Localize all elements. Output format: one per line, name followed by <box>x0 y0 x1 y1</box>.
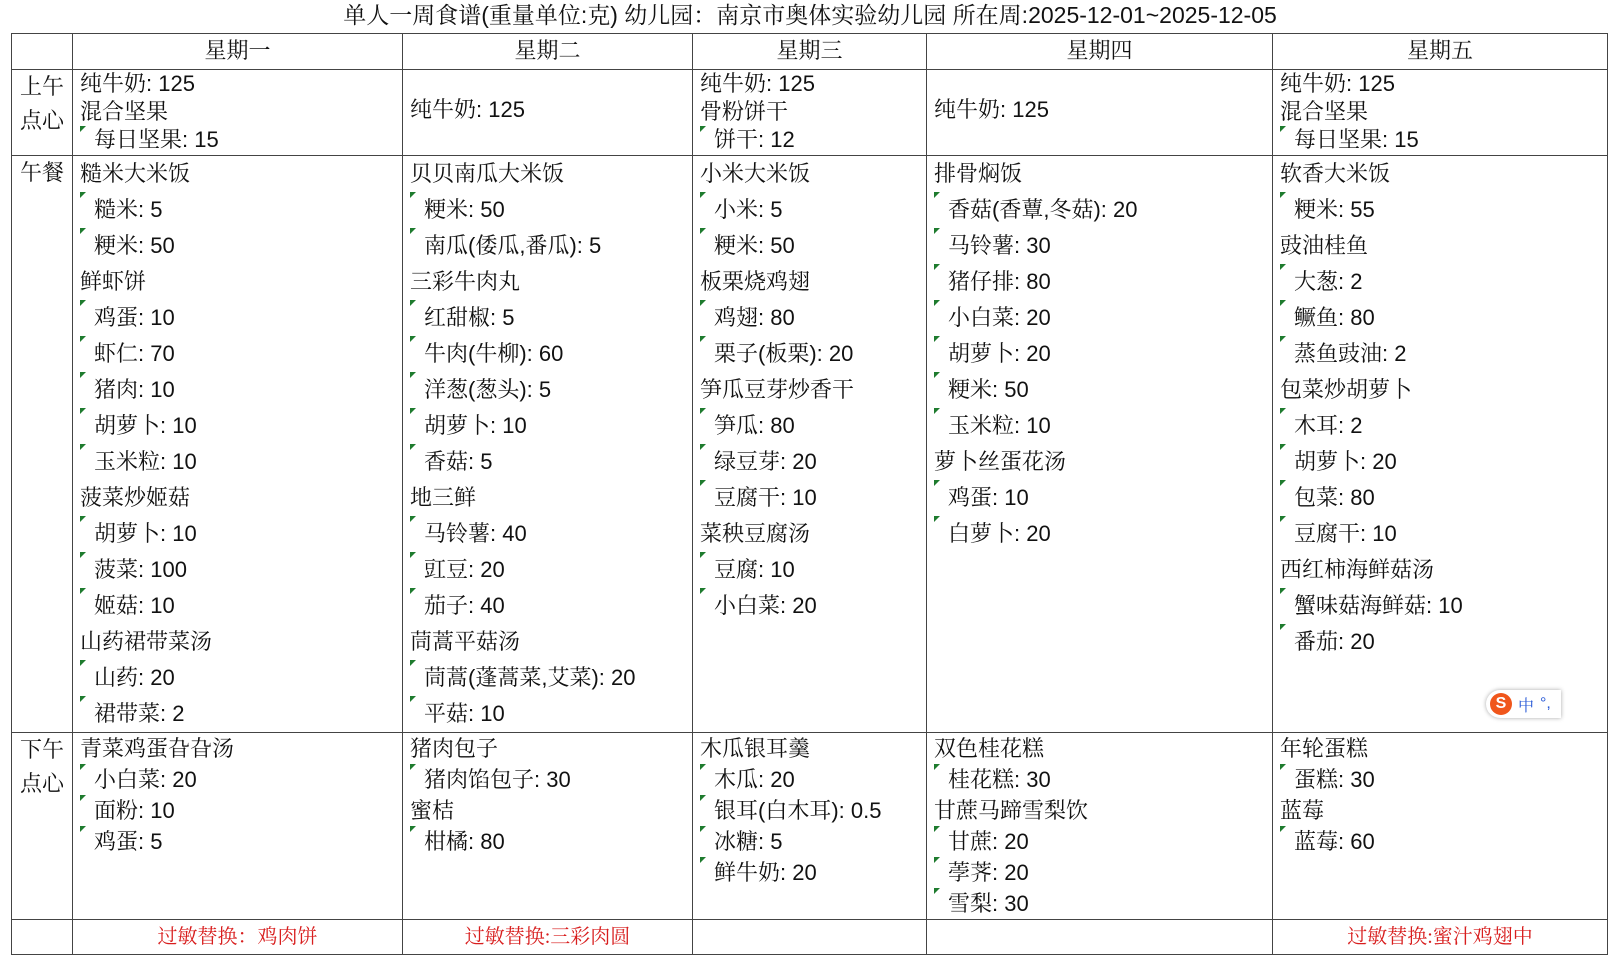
dish-name: 年轮蛋糕 <box>1280 736 1369 761</box>
ingredient-item: 粳米: 50 <box>410 192 692 228</box>
ingredient-item: 豆腐: 10 <box>700 552 926 588</box>
menu-cell <box>403 733 693 920</box>
lunch-row <box>12 156 1608 733</box>
dish-name: 小米大米饭 <box>700 161 811 186</box>
allergy-row <box>12 920 1608 955</box>
ingredient-item: 小白菜: 20 <box>80 764 402 795</box>
ingredient-item: 鸡翅: 80 <box>700 300 926 336</box>
ingredient-item: 茼蒿(蓬蒿菜,艾菜): 20 <box>410 660 692 696</box>
page-title: 单人一周食谱(重量单位:克) 幼儿园：南京市奥体实验幼儿园 所在周:2025-12-01~2025-12-05 <box>343 2 1277 28</box>
ingredient-item: 菠菜: 100 <box>80 552 402 588</box>
sogou-ime-icon[interactable]: S <box>1490 693 1512 715</box>
ingredient-item: 香菇: 5 <box>410 444 692 480</box>
ingredient-item: 雪梨: 30 <box>934 888 1272 919</box>
ingredient-item: 柑橘: 80 <box>410 826 692 857</box>
ingredient-item: 马铃薯: 30 <box>934 228 1272 264</box>
ingredient-item: 豆腐干: 10 <box>1280 516 1607 552</box>
menu-cell <box>1273 156 1608 733</box>
allergy-note: 过敏替换:三彩肉圆 <box>403 920 693 955</box>
dish-name: 山药裙带菜汤 <box>80 629 213 654</box>
menu-cell <box>927 733 1273 920</box>
ingredient-item: 马铃薯: 40 <box>410 516 692 552</box>
dish-name: 混合坚果 <box>80 99 169 124</box>
dish-name: 菠菜炒姬菇 <box>80 485 191 510</box>
ingredient-item: 荸荠: 20 <box>934 857 1272 888</box>
dish-name: 包菜炒胡萝卜 <box>1280 377 1413 402</box>
dish-name: 蓝莓 <box>1280 798 1325 823</box>
ingredient-item: 鳜鱼: 80 <box>1280 300 1607 336</box>
allergy-note: 过敏替换:蜜汁鸡翅中 <box>1273 920 1608 955</box>
dish-name: 猪肉包子 <box>410 736 499 761</box>
ingredient-item: 猪仔排: 80 <box>934 264 1272 300</box>
ingredient-item: 粳米: 50 <box>80 228 402 264</box>
menu-cell <box>73 156 403 733</box>
ingredient-item: 粳米: 55 <box>1280 192 1607 228</box>
ime-punctuation-toggle[interactable]: °, <box>1540 695 1551 712</box>
menu-cell <box>1273 733 1608 920</box>
ingredient-item: 小白菜: 20 <box>700 588 926 624</box>
ingredient-item: 蓝莓: 60 <box>1280 826 1607 857</box>
ingredient-item: 蟹味菇海鲜菇: 10 <box>1280 588 1607 624</box>
menu-cell <box>403 70 693 156</box>
ingredient-item: 蒸鱼豉油: 2 <box>1280 336 1607 372</box>
dish-name: 纯牛奶: 125 <box>700 71 815 96</box>
day-header: 星期三 <box>693 34 927 70</box>
day-header: 星期五 <box>1273 34 1608 70</box>
ingredient-item: 笋瓜: 80 <box>700 408 926 444</box>
ime-status-widget[interactable] <box>1486 690 1561 718</box>
ingredient-item: 每日坚果: 15 <box>1280 126 1607 154</box>
meal-label-lunch: 午餐 <box>12 156 73 733</box>
ingredient-item: 红甜椒: 5 <box>410 300 692 336</box>
menu-cell <box>1273 70 1608 156</box>
day-header: 星期一 <box>73 34 403 70</box>
ingredient-item: 玉米粒: 10 <box>934 408 1272 444</box>
ingredient-item: 绿豆芽: 20 <box>700 444 926 480</box>
ingredient-item: 番茄: 20 <box>1280 624 1607 660</box>
dish-name: 菜秧豆腐汤 <box>700 521 811 546</box>
dish-name: 双色桂花糕 <box>934 736 1045 761</box>
allergy-note: 过敏替换：鸡肉饼 <box>73 920 403 955</box>
allergy-note <box>927 920 1273 955</box>
ingredient-item: 面粉: 10 <box>80 795 402 826</box>
allergy-note <box>693 920 927 955</box>
menu-cell <box>693 70 927 156</box>
ingredient-item: 胡萝卜: 10 <box>80 516 402 552</box>
morning-snack-row <box>12 70 1608 156</box>
day-header: 星期二 <box>403 34 693 70</box>
menu-cell <box>73 733 403 920</box>
ingredient-item: 胡萝卜: 10 <box>410 408 692 444</box>
ingredient-item: 栗子(板栗): 20 <box>700 336 926 372</box>
ingredient-item: 胡萝卜: 10 <box>80 408 402 444</box>
ingredient-item: 南瓜(倭瓜,番瓜): 5 <box>410 228 692 264</box>
dish-name: 鲜虾饼 <box>80 269 147 294</box>
menu-cell <box>73 70 403 156</box>
dish-name: 纯牛奶: 125 <box>80 71 195 96</box>
ingredient-item: 茄子: 40 <box>410 588 692 624</box>
allergy-label-cell <box>12 920 73 955</box>
dish-name: 茼蒿平菇汤 <box>410 629 521 654</box>
dish-name: 甘蔗马蹄雪梨饮 <box>934 798 1089 823</box>
ingredient-item: 鲜牛奶: 20 <box>700 857 926 888</box>
ingredient-item: 蛋糕: 30 <box>1280 764 1607 795</box>
dish-name: 青菜鸡蛋旮旮汤 <box>80 736 235 761</box>
ingredient-item: 虾仁: 70 <box>80 336 402 372</box>
meal-label-morning: 上午点心 <box>12 70 73 156</box>
ingredient-item: 猪肉馅包子: 30 <box>410 764 692 795</box>
dish-name: 蜜桔 <box>410 798 455 823</box>
day-header: 星期四 <box>927 34 1273 70</box>
dish-name: 西红柿海鲜菇汤 <box>1280 557 1435 582</box>
ingredient-item: 每日坚果: 15 <box>80 126 402 154</box>
dish-name: 纯牛奶: 125 <box>410 97 525 122</box>
ingredient-item: 小白菜: 20 <box>934 300 1272 336</box>
menu-cell <box>927 156 1273 733</box>
ingredient-item: 粳米: 50 <box>934 372 1272 408</box>
dish-name: 萝卜丝蛋花汤 <box>934 449 1067 474</box>
dish-name: 地三鲜 <box>410 485 477 510</box>
ingredient-item: 豇豆: 20 <box>410 552 692 588</box>
ime-mode-toggle[interactable]: 中 <box>1518 697 1535 715</box>
ingredient-item: 牛肉(牛柳): 60 <box>410 336 692 372</box>
ingredient-item: 鸡蛋: 5 <box>80 826 402 857</box>
ingredient-item: 粳米: 50 <box>700 228 926 264</box>
menu-cell <box>693 733 927 920</box>
dish-name: 三彩牛肉丸 <box>410 269 521 294</box>
dish-name: 糙米大米饭 <box>80 161 191 186</box>
ingredient-item: 鸡蛋: 10 <box>80 300 402 336</box>
ingredient-item: 甘蔗: 20 <box>934 826 1272 857</box>
ingredient-item: 洋葱(葱头): 5 <box>410 372 692 408</box>
dish-name: 豉油桂鱼 <box>1280 233 1369 258</box>
menu-cell <box>927 70 1273 156</box>
ingredient-item: 小米: 5 <box>700 192 926 228</box>
dish-name: 木瓜银耳羹 <box>700 736 811 761</box>
ingredient-item: 木瓜: 20 <box>700 764 926 795</box>
ingredient-item: 鸡蛋: 10 <box>934 480 1272 516</box>
menu-cell <box>403 156 693 733</box>
ingredient-item: 胡萝卜: 20 <box>934 336 1272 372</box>
ingredient-item: 裙带菜: 2 <box>80 696 402 732</box>
dish-name: 板栗烧鸡翅 <box>700 269 811 294</box>
ingredient-item: 豆腐干: 10 <box>700 480 926 516</box>
ingredient-item: 饼干: 12 <box>700 126 926 154</box>
ingredient-item: 胡萝卜: 20 <box>1280 444 1607 480</box>
dish-name: 混合坚果 <box>1280 99 1369 124</box>
dish-name: 软香大米饭 <box>1280 161 1391 186</box>
dish-name: 排骨焖饭 <box>934 161 1023 186</box>
ingredient-item: 银耳(白木耳): 0.5 <box>700 795 926 826</box>
ingredient-item: 姬菇: 10 <box>80 588 402 624</box>
dish-name: 骨粉饼干 <box>700 99 789 124</box>
header-row <box>12 34 1608 70</box>
ingredient-item: 香菇(香蕈,冬菇): 20 <box>934 192 1272 228</box>
menu-cell <box>693 156 927 733</box>
corner-cell <box>12 34 73 70</box>
ingredient-item: 白萝卜: 20 <box>934 516 1272 552</box>
ingredient-item: 包菜: 80 <box>1280 480 1607 516</box>
ingredient-item: 糙米: 5 <box>80 192 402 228</box>
ingredient-item: 大葱: 2 <box>1280 264 1607 300</box>
ingredient-item: 山药: 20 <box>80 660 402 696</box>
ingredient-item: 猪肉: 10 <box>80 372 402 408</box>
ingredient-item: 木耳: 2 <box>1280 408 1607 444</box>
dish-name: 笋瓜豆芽炒香干 <box>700 377 855 402</box>
ingredient-item: 冰糖: 5 <box>700 826 926 857</box>
dish-name: 纯牛奶: 125 <box>1280 71 1395 96</box>
dish-name: 贝贝南瓜大米饭 <box>410 161 565 186</box>
ingredient-item: 玉米粒: 10 <box>80 444 402 480</box>
afternoon-snack-row <box>12 733 1608 920</box>
weekly-menu-table <box>11 33 1608 955</box>
meal-label-afternoon: 下午点心 <box>12 733 73 920</box>
dish-name: 纯牛奶: 125 <box>934 97 1049 122</box>
ingredient-item: 平菇: 10 <box>410 696 692 732</box>
ingredient-item: 桂花糕: 30 <box>934 764 1272 795</box>
